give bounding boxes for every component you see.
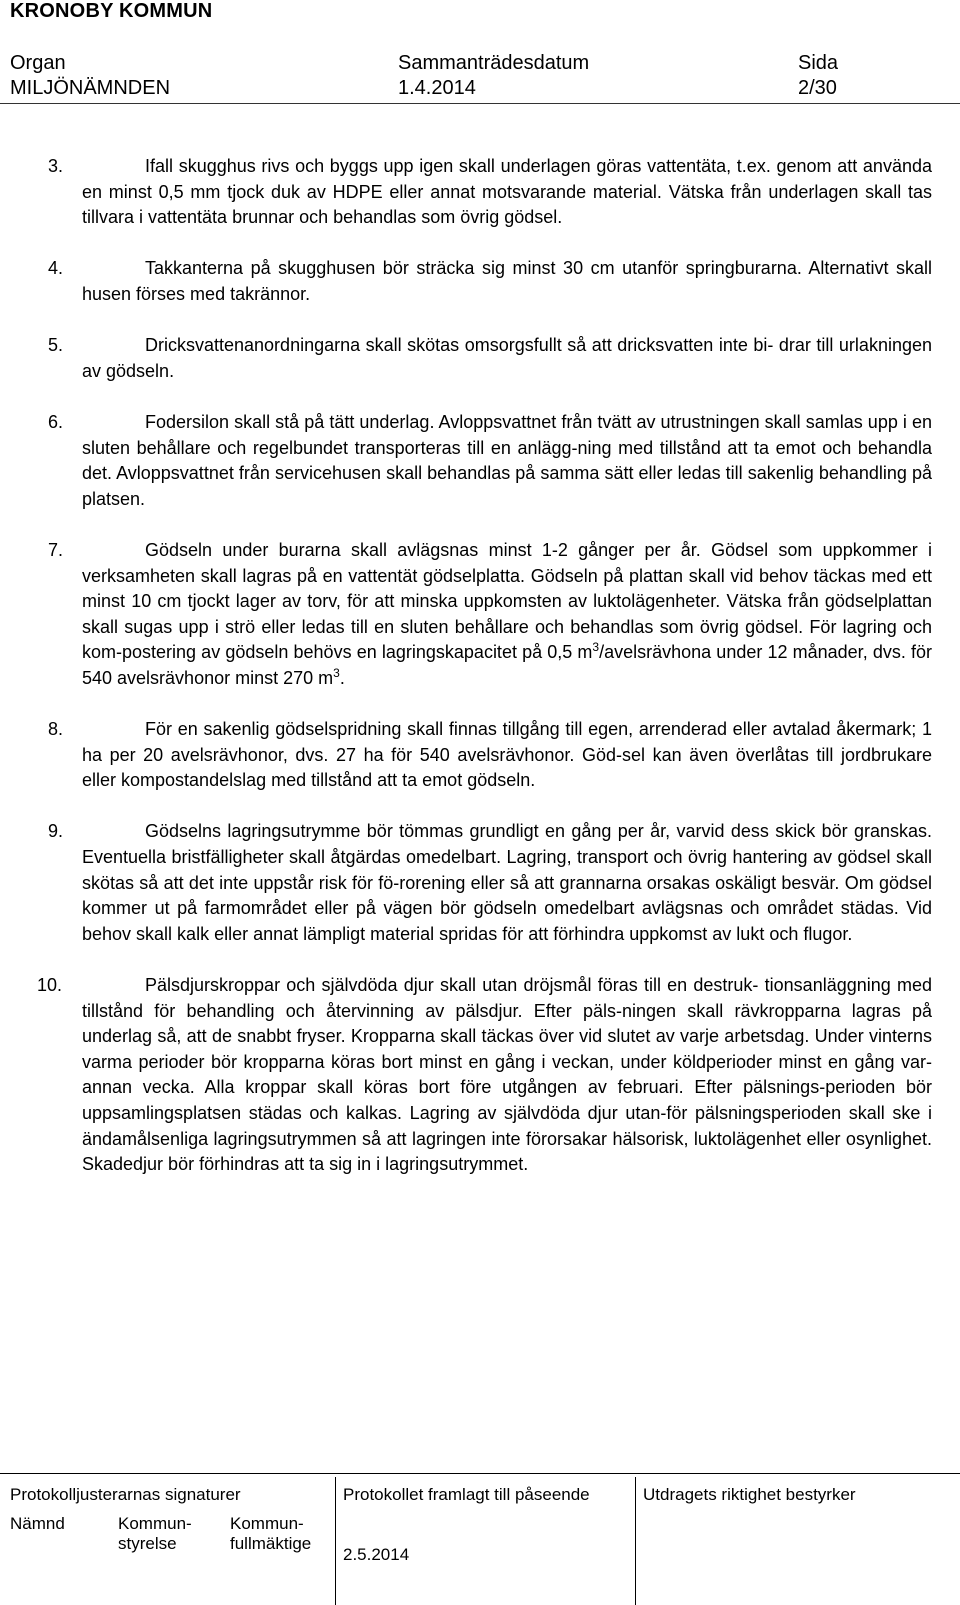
list-item [48,154,932,231]
item-text: skick bör granskas. Eventuella bristfälligheter skall åtgärdas omedelbart. Lagring, transport och övrig hantering av gödsel skall skötas så att det inte uppstår risk för fö-rorening eller så att grannarna orsakas oskäligt besvär. Om gödsel kommer ut på farmområdet eller på vägen bör gödseln omedelbart avlägsnas och området städas. Vid behov skall kalk eller annat lämpligt material spridas för att förhindra uppkomst av lukt och flugor. [82,821,932,944]
item-lead: Gödseln under burarna skall avlägsnas minst 1-2 gånger per år. Gödsel som [145,539,813,560]
document-body [37,154,932,1203]
item-lead: Pälsdjurskroppar och självdöda djur skall utan dröjsmål föras till en destruk- [145,975,759,995]
list-item [48,717,932,794]
signature-executive-line2: styrelse [118,1534,177,1553]
header-organ-value: MILJÖNÄMNDEN [10,77,171,99]
organization-name: KRONOBY KOMMUN [10,0,213,22]
item-number: 8. [48,719,64,740]
item-text-cont: /avelsrävhona under 12 månader, dvs. för 540 avelsrävhonor minst 270 m [82,642,932,688]
item-text: skall samlas upp i en sluten behållare och regelbundet transporteras till en anlägg-ning med tillstånd att ta emot och behandla det. Avloppsvattnet från servicehusen skall behandlas på samma sätt eller ledas till sakenlig behandling på platsen. [82,411,932,509]
header-organ-label: Organ [10,52,66,74]
signature-council-line1: Kommun- [230,1514,304,1533]
header-page-label: Sida [798,52,839,74]
item-lead: Ifall skugghus rivs och byggs upp igen skall underlagen göras vattentäta, t.ex. [145,156,771,176]
header-page-value: 2/30 [798,77,837,99]
item-text: genom att använda en minst 0,5 mm tjock duk av HDPE eller annat motsvarande material. Vätska från underlagen skall tas tillvara i vattentäta brunnar och behandlas som övrig gödsel. [82,156,932,228]
item-number: 5. [48,335,64,356]
item-text-end: . [339,667,345,688]
signature-board: Nämnd [10,1514,65,1533]
item-lead: Fodersilon skall stå på tätt underlag. Avloppsvattnet från tvätt av utrustningen [145,411,760,432]
item-lead: Dricksvattenanordningarna skall skötas omsorgsfullt så att dricksvatten inte bi- [145,335,774,356]
item-number: 7. [48,539,64,560]
item-number: 4. [48,258,64,279]
verified-label: Utdragets riktighet bestyrker [643,1485,856,1504]
item-text: Alternativt skall husen förses med takrännor. [82,258,932,304]
footer-divider [0,1473,960,1474]
header-date-label: Sammanträdesdatum [398,52,590,74]
superscript: 3 [592,640,600,655]
list-item [48,333,932,384]
item-text: tionsanläggning med tillstånd för behandling och återvinning av pälsdjur. Efter päls-ningen skall rävkropparna lagras på underlag så, att de snabbt fryser. Kropparna skall täckas över vid slutet av varje arbetsdag. Under vinterns varma perioder bör kropparna köras bort minst en gång i veckan, under köldperioder minst en gång var-annan vecka. Alla kroppar skall köras bort före utgången av februari. Efter pälsnings-perioden bör uppsamlingsplatsen städas och kalkas. Lagring av självdöda djur utan-för pälsningsperioden skall ske i ändamålsenliga lagringsutrymmen så att lagringen inte förorsakar hälsorisk, luktolägenhet eller osynlighet. Skadedjur bör förhindras att ta sig in i lagringsutrymmet. [82,975,932,1175]
list-item [48,410,932,512]
signature-council-line2: fullmäktige [230,1534,312,1553]
item-text: avtalad åkermark; 1 ha per 20 avelsrävhonor, dvs. 27 ha för 540 avelsrävhonor. Göd-sel kan även överlåtas till jordbrukare eller kompostandelslag med tillstånd att ta emot gödseln. [82,719,932,791]
signature-council [230,1514,311,1554]
header-divider [0,103,960,104]
displayed-label: Protokollet framlagt till påseende [343,1485,590,1504]
signatures-label: Protokolljusterarnas signaturer [10,1485,241,1504]
list-item [48,538,932,692]
item-number: 9. [48,821,64,842]
item-text: drar till urlakningen av gödseln. [82,335,932,381]
list-item [48,256,932,307]
signature-executive [118,1514,192,1554]
item-lead: För en sakenlig gödselspridning skall finnas tillgång till egen, arrenderad eller [145,719,767,740]
sig-box-divider [635,1477,636,1605]
sig-box-divider [335,1477,336,1605]
item-text: uppkommer i verksamheten skall lagras på en vattentät gödselplatta. Gödseln på plattan skall vid behov täckas med ett minst 10 cm tjockt lager av torv, för att minska uppkomsten av luktolägenheter. Vätska från gödselplattan skall sugas upp i strö eller ledas till en sluten behållare och behandlas som övrig gödsel. För lagring och kom-postering av gödseln behövs en lagringskapacitet på 0,5 m [82,539,932,663]
list-item [48,819,932,947]
signature-executive-line1: Kommun- [118,1514,192,1533]
displayed-date: 2.5.2014 [343,1545,410,1564]
item-lead: Takkanterna på skugghusen bör sträcka sig minst 30 cm utanför springburarna. [145,258,802,279]
list-item [37,973,932,1178]
item-number: 3. [48,156,64,176]
superscript: 3 [333,665,340,680]
item-lead: Gödselns lagringsutrymme bör tömmas grundligt en gång per år, varvid dess [145,821,769,842]
item-number: 10. [37,975,63,995]
header-date-value: 1.4.2014 [398,77,476,99]
item-number: 6. [48,411,64,432]
